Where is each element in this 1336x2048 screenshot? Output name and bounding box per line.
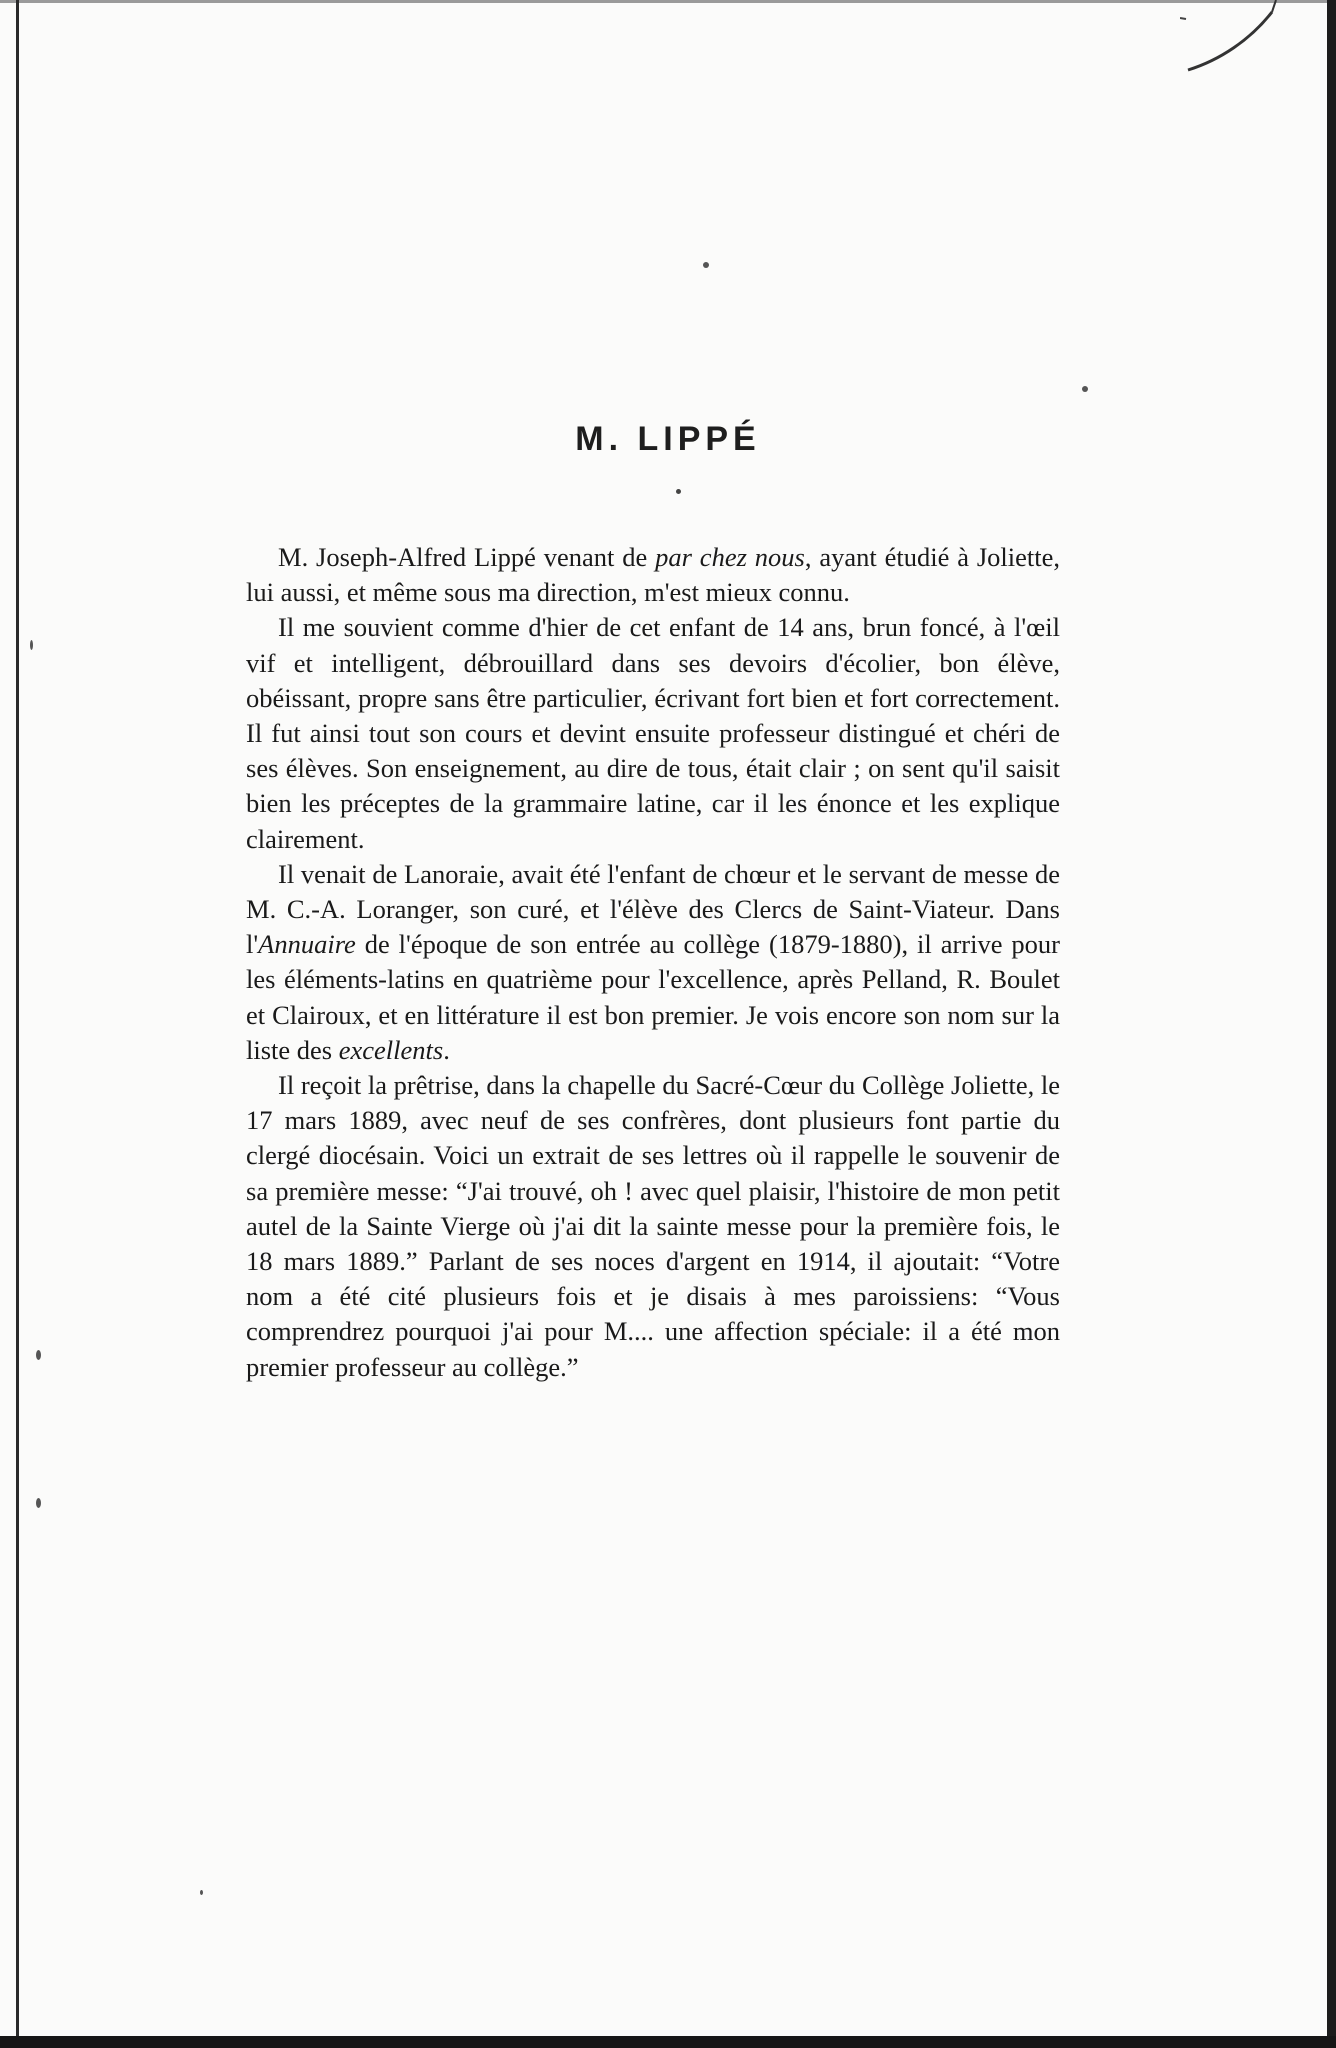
italic-text: par chez nous [655,542,805,572]
text-run: M. Joseph-Alfred Lippé venant de [278,542,656,572]
dust-speck [36,1498,41,1508]
page-top-edge [0,0,1336,3]
paragraph [246,610,1060,856]
page-right-edge [1327,0,1336,2048]
text-run: Il venait de Lanoraie, avait été l'enfant de chœur et le servant de messe de M. C.-A. Loranger, son curé, et l'élève des Clercs de Saint-Viateur. Dans l' [246,858,1060,960]
dust-speck [703,262,709,268]
page-title: M. LIPPÉ [575,420,761,458]
italic-text: Annuaire [258,929,356,960]
body-text [246,540,1060,1385]
dust-speck [1082,386,1088,392]
scan-scratch-mark [1180,0,1300,90]
paragraph [246,857,1060,1068]
text-run: . [443,1034,450,1065]
text-run: Il reçoit la prêtrise, dans la chapelle du Sacré-Cœur du Collège Joliette, le 17 mars 1889, avec neuf de ses confrères, dont plusieurs font partie du clergé diocésain. Voici un extrait de ses lettres où il rappelle le souvenir de sa première messe: “J'ai trouvé, oh ! avec quel plaisir, l'histoire de mon petit autel de la Sainte Vierge où j'ai dit la sainte messe pour la première fois, le 18 mars 1889.” Parlant de ses noces d'argent en 1914, il ajoutait: “Votre nom a été cité plusieurs fois et je disais à mes paroissiens: “Vous comprendrez pourquoi j'ai pour M.... une affection spéciale: il a été mon premier professeur au collège.” [246,1070,1060,1382]
italic-text: excellents [338,1034,444,1065]
dust-speck [30,640,33,650]
page-left-edge [16,0,19,2048]
text-run: , ayant étudié à Joliette, lui aussi, et même sous ma direction, m'est mieux connu. [246,542,1060,608]
text-run: Il me souvient comme d'hier de cet enfant de 14 ans, brun foncé, à l'œil vif et intelligent, débrouillard dans ses devoirs d'écolier, bon élève, obéissant, propre sans être particulier, écrivant fort bien et fort correctement. Il fut ainsi tout son cours et devint ensuite professeur distingué et chéri de ses élèves. Son enseignement, au dire de tous, était clair ; on sent qu'il saisit bien les préceptes de la grammaire latine, car il les énonce et les explique clairement. [246,612,1060,854]
paragraph [246,1068,1060,1385]
dust-speck [200,1890,203,1895]
dust-speck [36,1350,41,1360]
title-ornament-dot [676,489,681,494]
page-bottom-edge [0,2036,1336,2048]
paragraph [246,540,1060,610]
text-run: de l'époque de son entrée au collège (1879-1880), il arrive pour les éléments-latins en quatrième pour l'excellence, après Pelland, R. Boulet et Clairoux, et en littérature il est bon premier. Je vois encore son nom sur la liste des [246,929,1060,1065]
